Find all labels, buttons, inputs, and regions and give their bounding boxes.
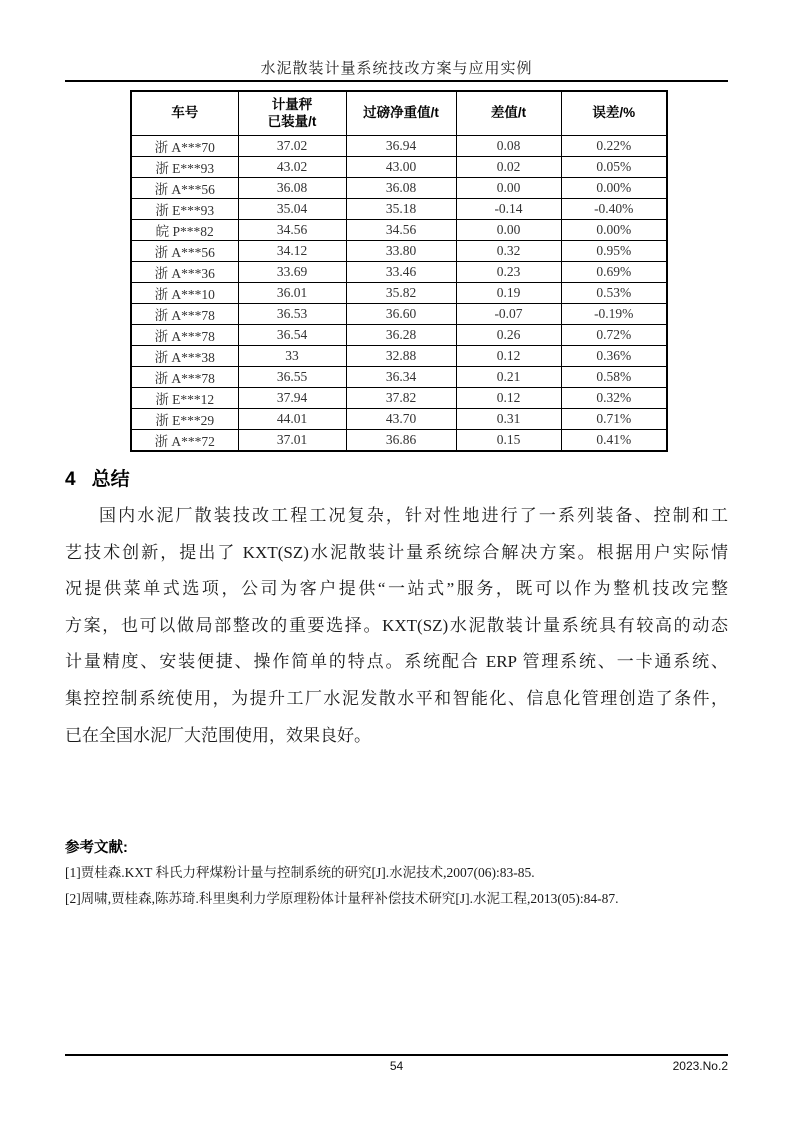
table-cell: 0.22%	[561, 135, 667, 156]
table-row	[131, 135, 667, 156]
table-cell: -0.40%	[561, 198, 667, 219]
table-row	[131, 156, 667, 177]
table-cell: 36.94	[346, 135, 456, 156]
table-cell: 皖 P***82	[131, 219, 238, 240]
table-cell: 36.34	[346, 366, 456, 387]
table-cell: 36.86	[346, 429, 456, 451]
table-cell: 34.56	[238, 219, 346, 240]
table-row	[131, 345, 667, 366]
table-cell: 0.12	[456, 345, 561, 366]
section-title: 总结	[91, 469, 130, 490]
table-header-cell: 车号	[131, 91, 238, 135]
summary-line: 况提供菜单式选项，公司为客户提供“一站式”服务，既可以作为整机技改完整	[65, 579, 728, 599]
table-header-cell: 过磅净重值/t	[346, 91, 456, 135]
table-header-row	[131, 91, 667, 135]
table-cell: 0.02	[456, 156, 561, 177]
running-header-title: 水泥散装计量系统技改方案与应用实例	[260, 61, 533, 77]
table-cell: 0.00%	[561, 219, 667, 240]
table-row	[131, 366, 667, 387]
table-row	[131, 198, 667, 219]
table-cell: 36.53	[238, 303, 346, 324]
table-row	[131, 282, 667, 303]
table-header	[131, 91, 667, 135]
table-cell: 浙 E***29	[131, 408, 238, 429]
table-cell: 43.02	[238, 156, 346, 177]
table-cell: 0.41%	[561, 429, 667, 451]
reference-item: [1]贾桂森.KXT 科氏力秤煤粉计量与控制系统的研究[J].水泥技术,2007(06):83-85.	[65, 865, 535, 880]
section-number: 4	[65, 469, 76, 490]
table-cell: 33	[238, 345, 346, 366]
issue-label: 2023.No.2	[672, 1059, 728, 1073]
table-cell: 44.01	[238, 408, 346, 429]
table-body	[131, 135, 667, 451]
table-cell: 0.58%	[561, 366, 667, 387]
table-cell: 37.94	[238, 387, 346, 408]
table-cell: 浙 A***56	[131, 240, 238, 261]
table-row	[131, 324, 667, 345]
measurement-table	[130, 90, 668, 452]
table-cell: 36.08	[238, 177, 346, 198]
table-cell: 0.53%	[561, 282, 667, 303]
table-cell: 0.19	[456, 282, 561, 303]
table-row	[131, 429, 667, 451]
table-header-cell: 计量秤 已装量/t	[238, 91, 346, 135]
table-cell: 0.71%	[561, 408, 667, 429]
table-row	[131, 303, 667, 324]
footer-rule	[65, 1054, 728, 1056]
table-cell: 36.55	[238, 366, 346, 387]
table-cell: 43.00	[346, 156, 456, 177]
table-cell: 0.32%	[561, 387, 667, 408]
table-header-cell: 误差/%	[561, 91, 667, 135]
table-row	[131, 219, 667, 240]
table-cell: 0.69%	[561, 261, 667, 282]
table-row	[131, 240, 667, 261]
table-cell: 0.26	[456, 324, 561, 345]
table-cell: 浙 E***12	[131, 387, 238, 408]
table-cell: 浙 A***78	[131, 303, 238, 324]
table-cell: 37.02	[238, 135, 346, 156]
table-cell: 浙 E***93	[131, 198, 238, 219]
table-cell: 浙 A***36	[131, 261, 238, 282]
table-cell: 0.08	[456, 135, 561, 156]
table-cell: 35.18	[346, 198, 456, 219]
summary-line: 方案，也可以做局部整改的重要选择。KXT(SZ)水泥散装计量系统具有较高的动态	[65, 615, 728, 635]
table-cell: 浙 A***78	[131, 324, 238, 345]
table-cell: 0.05%	[561, 156, 667, 177]
table-cell: 36.01	[238, 282, 346, 303]
table-cell: 36.08	[346, 177, 456, 198]
table-cell: 35.04	[238, 198, 346, 219]
table-cell: 43.70	[346, 408, 456, 429]
table-cell: 36.60	[346, 303, 456, 324]
reference-item: [2]周啸,贾桂森,陈苏琦.科里奥利力学原理粉体计量秤补偿技术研究[J].水泥工程,2013(05):84-87.	[65, 890, 619, 906]
table-cell: 浙 A***56	[131, 177, 238, 198]
table-cell: 33.80	[346, 240, 456, 261]
references-list	[65, 860, 728, 911]
table-cell: 32.88	[346, 345, 456, 366]
table-cell: 34.56	[346, 219, 456, 240]
page-number: 54	[389, 1059, 404, 1073]
table-cell: 34.12	[238, 240, 346, 261]
table-cell: -0.07	[456, 303, 561, 324]
summary-line: 已在全国水泥厂大范围使用，效果良好。	[65, 725, 371, 745]
table-cell: 36.54	[238, 324, 346, 345]
table-cell: 37.82	[346, 387, 456, 408]
summary-line: 国内水泥厂散装技改工程工况复杂，针对性地进行了一系列装备、控制和工	[99, 506, 728, 525]
table-cell: 0.36%	[561, 345, 667, 366]
section-heading	[65, 464, 728, 491]
table-row	[131, 387, 667, 408]
table-cell: 浙 A***72	[131, 429, 238, 451]
table-cell: 浙 A***10	[131, 282, 238, 303]
summary-line: 艺技术创新，提出了 KXT(SZ)水泥散装计量系统综合解决方案。根据用户实际情	[65, 542, 728, 562]
summary-line: 集控控制系统使用，为提升工厂水泥发散水平和智能化、信息化管理创造了条件，	[65, 688, 728, 708]
table-cell: 33.69	[238, 261, 346, 282]
summary-line: 计量精度、安装便捷、操作简单的特点。系统配合 ERP 管理系统、一卡通系统、	[65, 652, 728, 672]
table-cell: -0.14	[456, 198, 561, 219]
table-cell: 0.72%	[561, 324, 667, 345]
table-cell: 35.82	[346, 282, 456, 303]
table-cell: 0.21	[456, 366, 561, 387]
table-cell: 浙 E***93	[131, 156, 238, 177]
table-cell: 0.12	[456, 387, 561, 408]
table-header-cell: 差值/t	[456, 91, 561, 135]
table-cell: 33.46	[346, 261, 456, 282]
table-cell: 37.01	[238, 429, 346, 451]
table-cell: 0.00	[456, 219, 561, 240]
table-row	[131, 177, 667, 198]
table-row	[131, 261, 667, 282]
table-cell: 0.00	[456, 177, 561, 198]
table-cell: 浙 A***70	[131, 135, 238, 156]
table-cell: 浙 A***38	[131, 345, 238, 366]
references-heading: 参考文献:	[65, 840, 128, 856]
table-cell: 0.31	[456, 408, 561, 429]
table-cell: 36.28	[346, 324, 456, 345]
table-cell: 0.32	[456, 240, 561, 261]
summary-paragraph	[65, 498, 728, 754]
table-cell: 0.00%	[561, 177, 667, 198]
table-row	[131, 408, 667, 429]
table-cell: -0.19%	[561, 303, 667, 324]
header-rule	[65, 80, 728, 82]
table-cell: 浙 A***78	[131, 366, 238, 387]
table-cell: 0.23	[456, 261, 561, 282]
table-cell: 0.95%	[561, 240, 667, 261]
table-cell: 0.15	[456, 429, 561, 451]
